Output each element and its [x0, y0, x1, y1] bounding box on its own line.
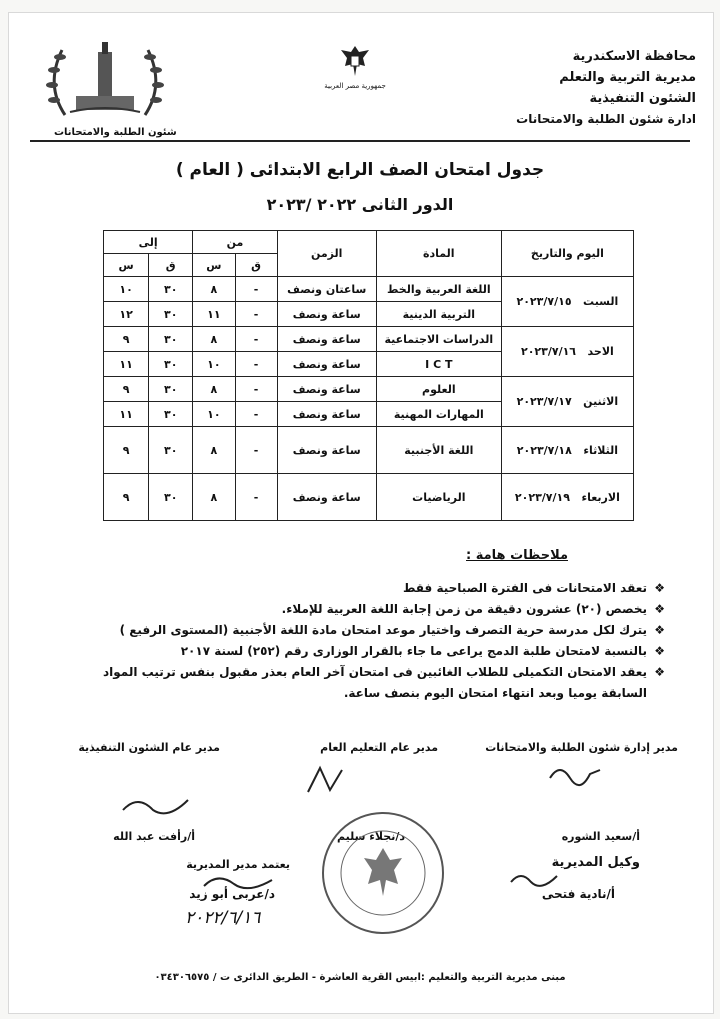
to-s-cell: ١٢: [104, 302, 149, 327]
header-line-executive: الشئون التنفيذية: [589, 91, 696, 106]
signatory-name: أ/سعيد الشوره: [561, 830, 640, 843]
to-s-cell: ٩: [104, 474, 149, 521]
eagle-icon: [335, 42, 375, 80]
day-date-cell: [501, 474, 633, 521]
wreath-lighthouse-icon: [40, 30, 170, 125]
from-q-cell: -: [235, 402, 277, 427]
table-row: [104, 327, 634, 352]
day-label: الاربعاء: [581, 490, 620, 504]
from-q-cell: -: [235, 327, 277, 352]
note-continuation: [55, 683, 665, 704]
subject-cell: المهارات المهنية: [376, 402, 501, 427]
subject-cell: العلوم: [376, 377, 501, 402]
subject-cell: I C T: [376, 352, 501, 377]
from-q-cell: -: [235, 474, 277, 521]
date-label: ٢٠٢٣/٧/١٦: [520, 345, 577, 358]
header-from-q: ق: [235, 254, 277, 277]
diamond-bullet-icon: ❖: [654, 623, 665, 637]
header-line-department: ادارة شئون الطلبة والامتحانات: [516, 112, 696, 126]
day-date-cell: [501, 427, 633, 474]
duration-cell: ساعة ونصف: [277, 474, 376, 521]
to-q-cell: ٣٠: [149, 427, 193, 474]
diamond-bullet-icon: ❖: [654, 644, 665, 658]
from-q-cell: -: [235, 277, 277, 302]
signatory-name: أ/رأفت عبد الله: [113, 830, 195, 843]
date-label: ٢٠٢٣/٧/١٩: [514, 490, 570, 504]
notes-title: ملاحظات هامة :: [466, 548, 568, 563]
note-text: السابقة يوميا وبعد انتهاء امتحان اليوم بنصف ساعة.: [343, 686, 647, 700]
signatory-name: د/نجلاء سليم: [337, 830, 405, 843]
table-row: [104, 474, 634, 521]
table-header-row: [104, 231, 634, 254]
header-day-date: اليوم والتاريخ: [501, 231, 633, 277]
day-date-cell: [501, 377, 633, 427]
day-label: الاثنين: [583, 395, 619, 408]
duration-cell: ساعة ونصف: [277, 377, 376, 402]
date-label: ٢٠٢٣/٧/١٧: [516, 395, 572, 408]
day-date-cell: [501, 277, 633, 327]
to-q-cell: ٣٠: [149, 402, 193, 427]
signature-mark-icon: [545, 760, 605, 790]
from-s-cell: ٨: [193, 277, 235, 302]
signature-title-approval: يعتمد مدير المديرية: [186, 858, 290, 871]
department-logo: [40, 30, 177, 140]
duration-cell: ساعة ونصف: [277, 352, 376, 377]
to-q-cell: ٣٠: [149, 377, 193, 402]
list-item: [55, 620, 665, 641]
duration-cell: ساعتان ونصف: [277, 277, 376, 302]
day-label: السبت: [583, 295, 619, 308]
handwritten-date: ٢٠٢٢/٦/١٦: [185, 908, 261, 928]
to-q-cell: ٣٠: [149, 277, 193, 302]
signature-title-deputy: وكيل المديرية: [551, 855, 640, 870]
header-block: [476, 46, 696, 130]
table-row: [104, 377, 634, 402]
egypt-emblem: [315, 42, 395, 98]
from-q-cell: -: [235, 352, 277, 377]
header-to: إلى: [104, 231, 193, 254]
note-text: يخصص (٢٠) عشرون دقيقة من زمن إجابة اللغة العربية للإملاء.: [281, 602, 647, 616]
from-q-cell: -: [235, 427, 277, 474]
subject-cell: اللغة الأجنبية: [376, 427, 501, 474]
from-s-cell: ٨: [193, 474, 235, 521]
from-s-cell: ٨: [193, 427, 235, 474]
signature-mark-icon: [300, 762, 350, 798]
note-text: يترك لكل مدرسة حرية التصرف واختيار موعد امتحان مادة اللغة الأجنبية (المستوى الرفيع ): [119, 623, 647, 637]
date-label: ٢٠٢٣/٧/١٥: [516, 295, 572, 308]
day-label: الثلاثاء: [583, 443, 618, 457]
note-text: بالنسبة لامتحان طلبة الدمج يراعى ما جاء بالقرار الوزارى رقم (٢٥٢) لسنة ٢٠١٧: [180, 644, 647, 658]
to-q-cell: ٣٠: [149, 474, 193, 521]
header-divider: [30, 140, 690, 142]
duration-cell: ساعة ونصف: [277, 402, 376, 427]
diamond-bullet-icon: ❖: [654, 665, 665, 679]
to-q-cell: ٣٠: [149, 302, 193, 327]
from-q-cell: -: [235, 302, 277, 327]
duration-cell: ساعة ونصف: [277, 302, 376, 327]
duration-cell: ساعة ونصف: [277, 327, 376, 352]
duration-cell: ساعة ونصف: [277, 427, 376, 474]
to-s-cell: ١١: [104, 352, 149, 377]
table-row: [104, 427, 634, 474]
from-q-cell: -: [235, 377, 277, 402]
notes-list: [55, 578, 665, 704]
to-q-cell: ٣٠: [149, 327, 193, 352]
official-stamp-icon: [318, 808, 448, 938]
list-item: [55, 578, 665, 599]
footer-address: مبنى مديرية التربية والتعليم :ابيس القرية العاشرة - الطريق الدائرى ت / ٠٣٤٣٠٦٥٧٥: [154, 972, 566, 983]
from-s-cell: ٨: [193, 327, 235, 352]
to-s-cell: ٩: [104, 327, 149, 352]
header-subject: المادة: [376, 231, 501, 277]
list-item: [55, 641, 665, 662]
header-from-s: س: [193, 254, 235, 277]
exam-schedule-table: [103, 230, 634, 521]
to-s-cell: ١٠: [104, 277, 149, 302]
header-from: من: [193, 231, 277, 254]
day-date-cell: [501, 327, 633, 377]
from-s-cell: ١١: [193, 302, 235, 327]
subject-cell: الدراسات الاجتماعية: [376, 327, 501, 352]
from-s-cell: ١٠: [193, 402, 235, 427]
header-duration: الزمن: [277, 231, 376, 277]
diamond-bullet-icon: ❖: [654, 602, 665, 616]
diamond-bullet-icon: ❖: [654, 581, 665, 595]
to-s-cell: ٩: [104, 377, 149, 402]
to-q-cell: ٣٠: [149, 352, 193, 377]
signature-title-general-education: مدير عام التعليم العام: [320, 741, 438, 754]
signatory-name: د/عربى أبو زيد: [189, 887, 275, 901]
header-line-directorate: مديرية التربية والتعلم: [559, 70, 696, 85]
emblem-caption: جمهورية مصر العربية: [324, 82, 386, 90]
signatory-name: أ/نادية فتحى: [541, 887, 615, 901]
day-label: الاحد: [587, 345, 614, 358]
list-item: [55, 599, 665, 620]
page-subtitle: الدور الثانى ٢٠٢٢ /٢٠٢٣: [266, 195, 454, 214]
page-title: جدول امتحان الصف الرابع الابتدائى ( العام ): [175, 160, 545, 180]
subject-cell: اللغة العربية والخط: [376, 277, 501, 302]
signature-mark-icon: [118, 790, 198, 820]
signature-title-students-affairs: مدير إدارة شئون الطلبة والامتحانات: [485, 741, 678, 754]
header-line-governorate: محافظة الاسكندرية: [572, 49, 696, 64]
to-s-cell: ٩: [104, 427, 149, 474]
list-item: [55, 662, 665, 683]
note-text: يعقد الامتحان التكميلى للطلاب الغائبين فى امتحان آخر العام بعذر مقبول بنفس ترتيب المواد: [103, 665, 647, 679]
subject-cell: الرياضيات: [376, 474, 501, 521]
from-s-cell: ٨: [193, 377, 235, 402]
subject-cell: التربية الدينية: [376, 302, 501, 327]
note-text: تعقد الامتحانات فى الفترة الصباحية فقط: [402, 581, 647, 595]
header-to-s: س: [104, 254, 149, 277]
date-label: ٢٠٢٣/٧/١٨: [516, 443, 572, 457]
table-row: [104, 277, 634, 302]
header-to-q: ق: [149, 254, 193, 277]
logo-caption: شئون الطلبة والامتحانات: [54, 127, 177, 138]
to-s-cell: ١١: [104, 402, 149, 427]
from-s-cell: ١٠: [193, 352, 235, 377]
signature-title-executive-affairs: مدير عام الشئون التنفيذية: [78, 741, 220, 754]
